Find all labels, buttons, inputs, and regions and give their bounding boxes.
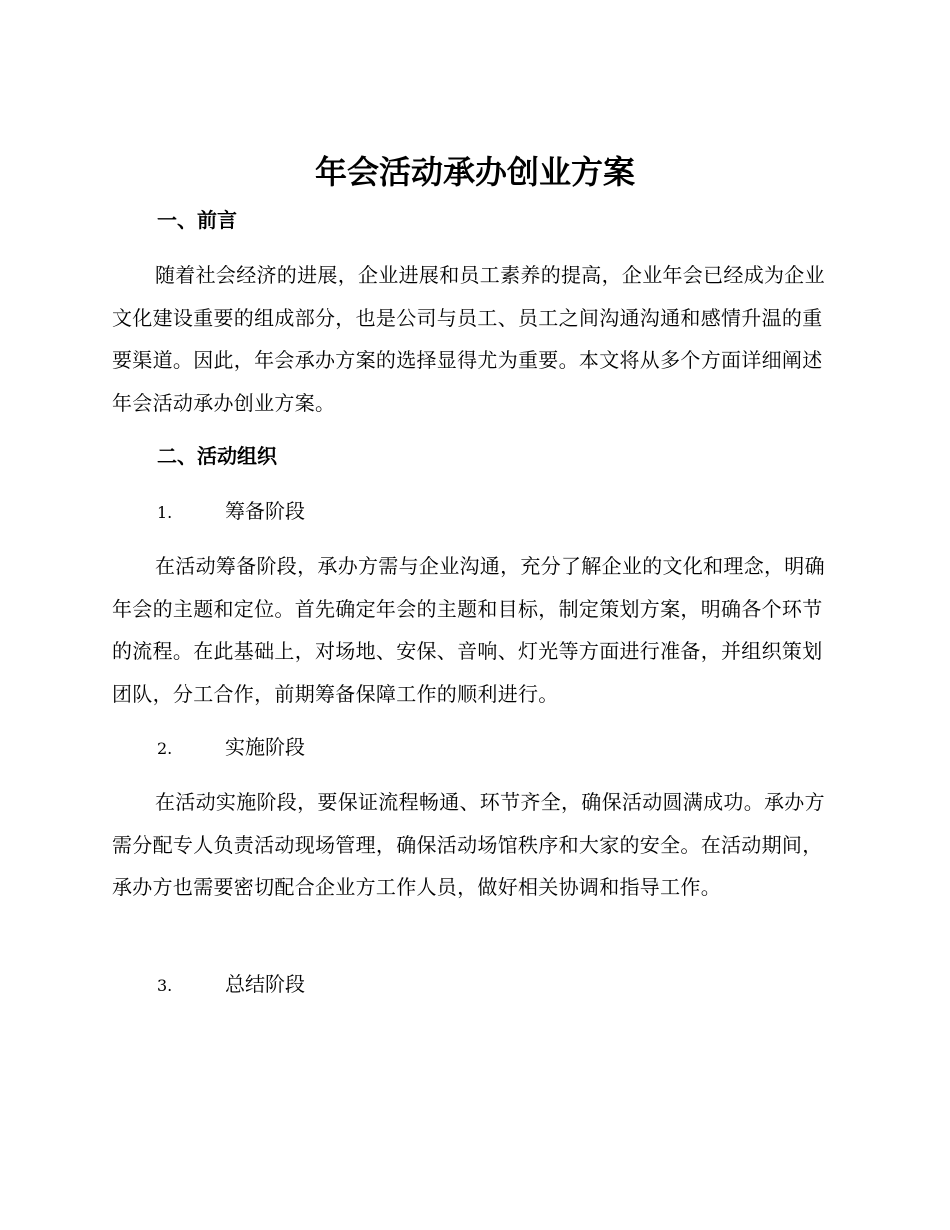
subitem-number: 1. bbox=[157, 503, 173, 522]
section-heading-activity-organization: 二、活动组织 bbox=[157, 444, 277, 468]
preparation-paragraph: 在活动筹备阶段，承办方需与企业沟通，充分了解企业的文化和理念，明确年会的主题和定位。首先确定年会的主题和目标，制定策划方案，明确各个环节的流程。在此基础上，对场地、安保、音响、灯光等方面进行准备，并组织策划团队，分工合作，前期筹备保障工作的顺利进行。 bbox=[112, 554, 825, 707]
subitem-implementation bbox=[157, 733, 305, 763]
document-title: 年会活动承办创业方案 bbox=[314, 153, 635, 191]
preface-paragraph: 随着社会经济的进展，企业进展和员工素养的提高，企业年会已经成为企业文化建设重要的组成部分，也是公司与员工、员工之间沟通沟通和感情升温的重要渠道。因此，年会承办方案的选择显得尤为重要。本文将从多个方面详细阐述年会活动承办创业方案。 bbox=[112, 263, 825, 416]
subitem-number: 2. bbox=[157, 739, 173, 758]
subitem-preparation bbox=[157, 497, 305, 527]
subitem-label: 筹备阶段 bbox=[225, 499, 305, 523]
subitem-label: 总结阶段 bbox=[225, 972, 305, 996]
section-heading-preface: 一、前言 bbox=[157, 208, 237, 232]
subitem-label: 实施阶段 bbox=[225, 735, 305, 759]
subitem-summary bbox=[157, 970, 305, 1000]
implementation-paragraph: 在活动实施阶段，要保证流程畅通、环节齐全，确保活动圆满成功。承办方需分配专人负责活动现场管理，确保活动场馆秩序和大家的安全。在活动期间，承办方也需要密切配合企业方工作人员，做好相关协调和指导工作。 bbox=[112, 790, 825, 900]
subitem-number: 3. bbox=[157, 976, 173, 995]
